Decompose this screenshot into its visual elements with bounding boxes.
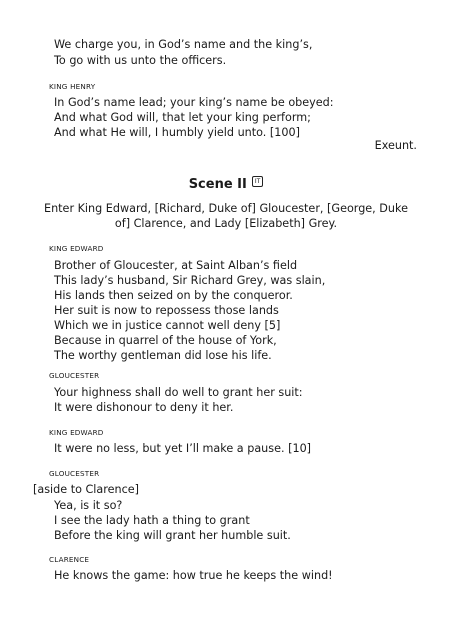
verse-line: This lady’s husband, Sir Richard Grey, was slain, xyxy=(54,274,326,287)
verse-line: We charge you, in God’s name and the king’s, xyxy=(54,38,313,51)
verse-line: Because in quarrel of the house of York, xyxy=(54,334,277,347)
translation-badge[interactable]: IT xyxy=(252,176,263,187)
speaker-name: GLOUCESTER xyxy=(49,469,100,478)
verse-line: Her suit is now to repossess those lands xyxy=(54,304,279,317)
verse-line: Brother of Gloucester, at Saint Alban’s field xyxy=(54,259,298,272)
scene-title: Scene II xyxy=(188,177,247,192)
verse-line: His lands then seized on by the conqueror. xyxy=(54,289,293,302)
verse-line: I see the lady hath a thing to grant xyxy=(54,514,250,527)
speaker-name: KING EDWARD xyxy=(49,428,104,437)
speaker-name: CLARENCE xyxy=(49,555,90,564)
verse-line: And what God will, that let your king perform; xyxy=(54,111,311,124)
verse-line: To go with us unto the officers. xyxy=(54,54,227,67)
verse-line: Which we in justice cannot well deny [5] xyxy=(54,319,281,332)
verse-line: In God’s name lead; your king’s name be obeyed: xyxy=(54,96,334,109)
verse-line: It were no less, but yet I’ll make a pause. [10] xyxy=(54,442,312,455)
stage-direction: Enter King Edward, [Richard, Duke of] Gloucester, [George, Duke of] Clarence, and Lady [Elizabeth] Grey. xyxy=(44,202,408,230)
verse-line: He knows the game: how true he keeps the wind! xyxy=(54,569,333,582)
stage-direction-exeunt: Exeunt. xyxy=(374,139,417,152)
verse-line: And what He will, I humbly yield unto. [100] xyxy=(54,126,300,139)
speaker-name: KING EDWARD xyxy=(49,244,104,253)
aside-direction: [aside to Clarence] xyxy=(33,483,139,496)
verse-line: Before the king will grant her humble suit. xyxy=(54,529,291,542)
verse-line: The worthy gentleman did lose his life. xyxy=(54,349,272,362)
verse-line: It were dishonour to deny it her. xyxy=(54,401,234,414)
scene-heading xyxy=(0,176,452,192)
verse-line: Yea, is it so? xyxy=(54,499,123,512)
speaker-name: KING HENRY xyxy=(49,82,96,91)
speaker-name: GLOUCESTER xyxy=(49,371,100,380)
verse-line: Your highness shall do well to grant her suit: xyxy=(54,386,303,399)
